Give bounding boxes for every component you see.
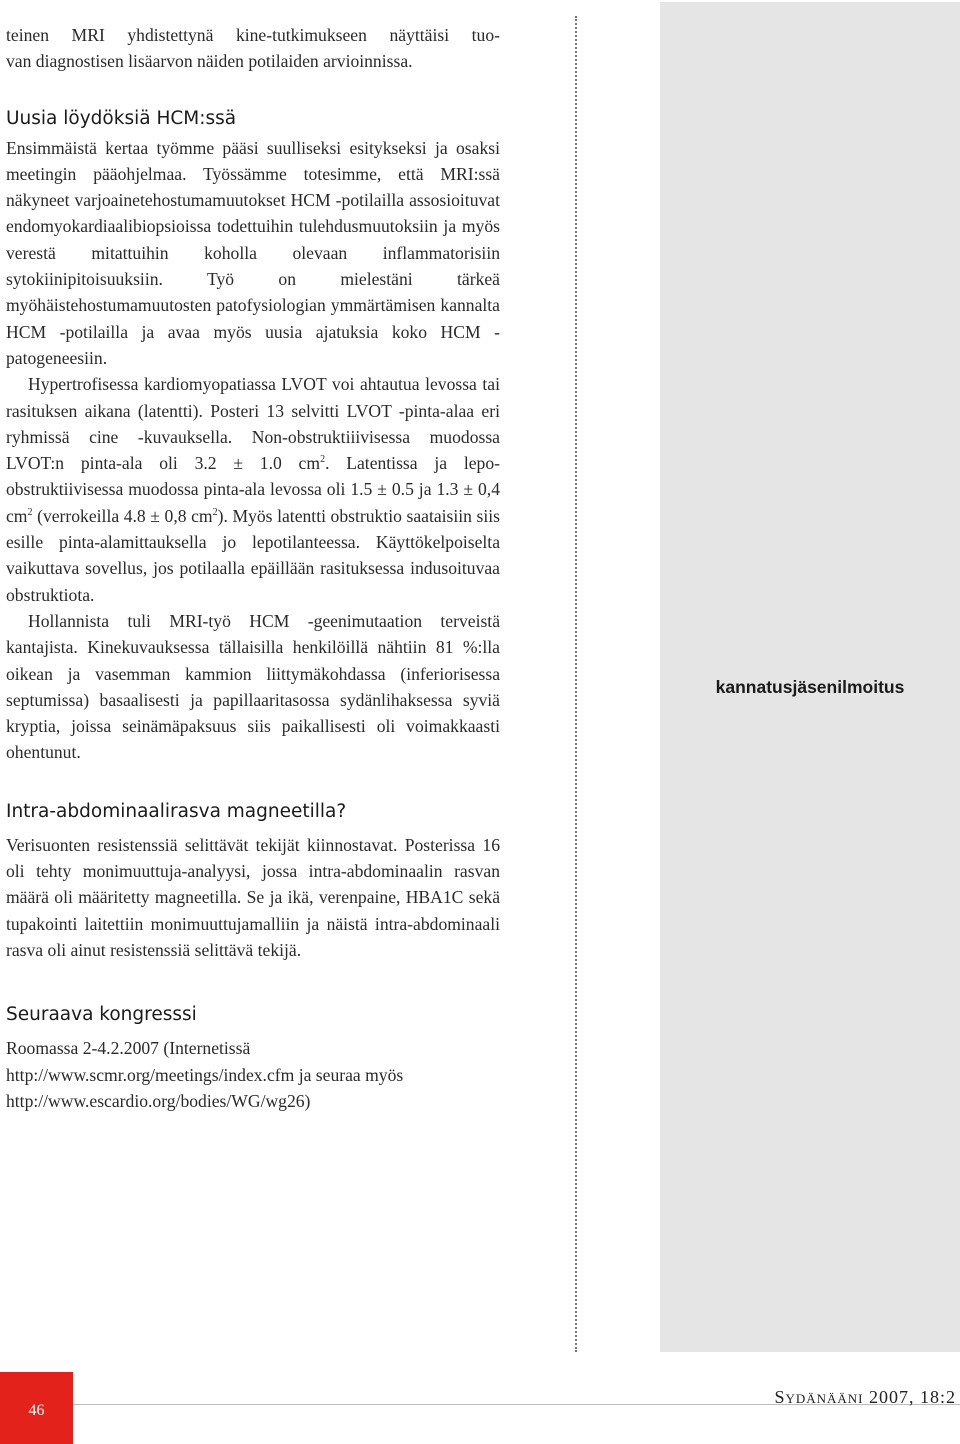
hcm-paragraph-2 bbox=[6, 371, 500, 608]
hcm-p2-text-d: ). Myös latentti obstruktio saataisiin siis esille pinta-alamittauksella jo lepotilanteessa. Käyttökelpoiselta vaikuttava sovellus, jos potilaalla epäillään rasituksessa indusoituvaa obstruktiota. bbox=[6, 505, 501, 605]
hcm-p2-text-b: . Latentissa ja lepo-obstruktiivisessa muodossa pinta-ala levossa oli 1.5 ± 0.5 ja 1.3 ± 0,4 cm bbox=[6, 453, 500, 526]
superscript-3: 2 bbox=[212, 506, 218, 518]
section-heading-next-congress: Seuraava kongresssi bbox=[6, 1004, 197, 1026]
intro-line-1: teinen MRI yhdistettynä kine-tutkimukseen näyttäisi tuo- bbox=[6, 25, 500, 45]
ad-placeholder bbox=[660, 2, 960, 1352]
superscript-2: 2 bbox=[27, 506, 33, 518]
journal-footer: Sydänääni 2007, 18:2 bbox=[774, 1387, 956, 1407]
article-column bbox=[6, 22, 500, 1114]
superscript-1: 2 bbox=[320, 454, 326, 466]
hcm-p2-text-c: (verrokeilla 4.8 ± 0,8 cm bbox=[32, 505, 213, 526]
hcm-p2-text-a: Hypertrofisessa kardiomyopatiassa LVOT voi ahtautua levossa tai rasituksen aikana (latentti). Posteri 13 selvitti LVOT -pinta-alaa eri ryhmissä cine -kuvauksella. Non-obstruktiiivisessa muodossa LVOT:n pinta-ala oli 3.2 ± 1.0 cm bbox=[6, 374, 500, 474]
section-heading-hcm: Uusia löydöksiä HCM:ssä bbox=[6, 107, 237, 129]
intra-abdominal-paragraph: Verisuonten resistenssiä selittävät tekijät kiinnostavat. Posterissa 16 oli tehty monimuuttuja-analyysi, jossa intra-abdominaalin rasvan määrä oli määritetty magneetilla. Se ja ikä, verenpaine, HBA1C sekä tupakointi laitettiin monimuuttujamalliin ja näistä intra-abdominaali rasva oli ainut resistenssiä selittävä tekijä. bbox=[6, 834, 500, 960]
hcm-paragraph-3: Hollannista tuli MRI-työ HCM -geenimutaation terveistä kantajista. Kinekuvauksessa tällaisilla henkilöillä nähtiin 81 %:lla oikean ja vasemman kammion liittymäkohdassa (inferiorisessa septumissa) basaalisesti ja papillaaritasossa sydänlihaksessa syviä kryptia, joissa seinämäpaksuus siis paikallisesti oli voimakkaasti ohentunut. bbox=[6, 610, 500, 763]
page-number-box bbox=[0, 1372, 73, 1444]
hcm-paragraph-1: Ensimmäistä kertaa työmme pääsi suulliseksi esitykseksi ja osaksi meetingin pääohjelmaa. Työssämme totesimme, että MRI:ssä näkyneet varjoainetehostumamuutokset HCM -potilailla assosioituvat endomyokardiaalibiopsioissa todettuihin tulehdusmuutoksiin ja myös verestä mitattuihin koholla olevaan inflammatorisiin sytokiinipitoisuuksiin. Työ on mielestäni tärkeä myöhäistehostumamuutosten patofysiologian ymmärtämisen kannalta HCM -potilailla ja avaa myös uusia ajatuksia koko HCM -patogeneesiin. bbox=[6, 137, 500, 368]
section-heading-intra-abdominal: Intra-abdominaalirasva magneetilla? bbox=[6, 800, 347, 822]
intro-line-2: van diagnostisen lisäarvon näiden potilaiden arvioinnissa. bbox=[6, 51, 413, 72]
next-congress-paragraph: Roomassa 2-4.2.2007 (Internetissä http://www.scmr.org/meetings/index.cfm ja seuraa myös http://www.escardio.org/bodies/WG/wg26) bbox=[6, 1038, 404, 1111]
dotted-column-divider bbox=[575, 16, 577, 1352]
ad-label: kannatusjäsenilmoitus bbox=[715, 676, 905, 697]
intro-paragraph bbox=[6, 22, 500, 75]
page-number: 46 bbox=[28, 1402, 45, 1419]
